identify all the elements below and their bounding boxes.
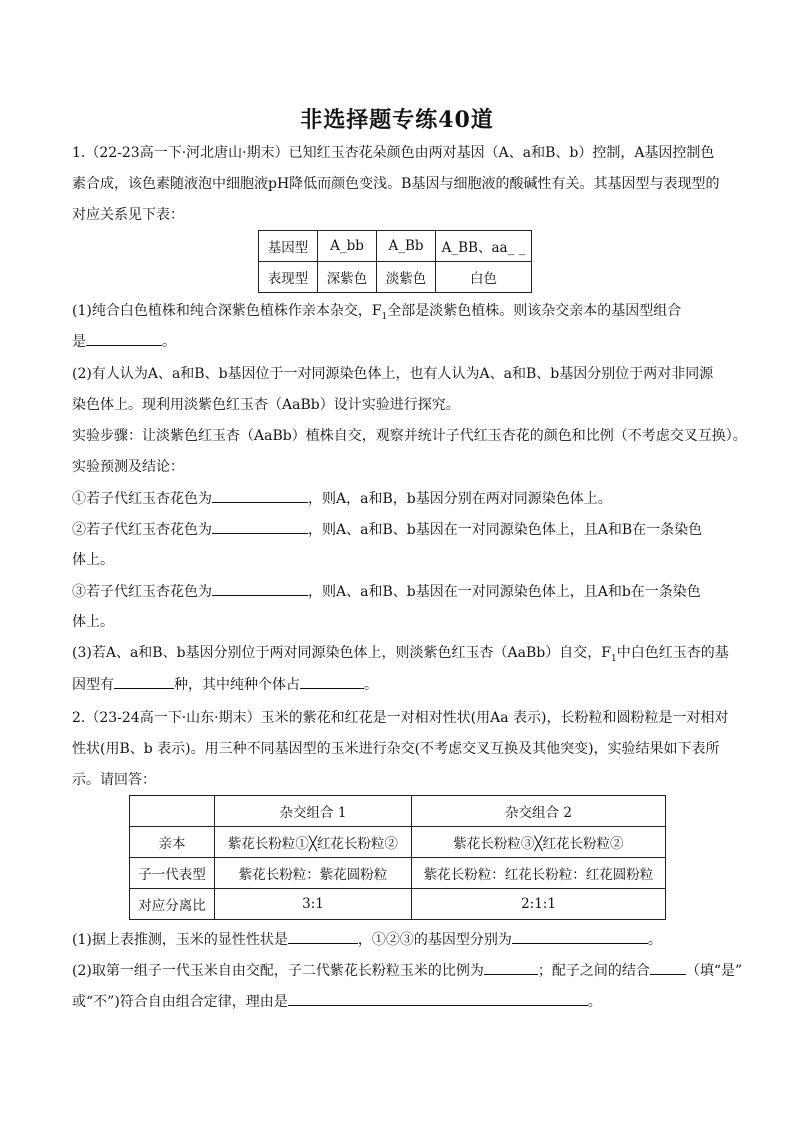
text: 。 (162, 334, 176, 350)
answer-blank[interactable] (212, 581, 308, 596)
table-cell: 亲本 (130, 827, 215, 858)
q1-conclusion-3 (72, 581, 701, 602)
q1-prediction-heading: 实验预测及结论： (72, 459, 184, 475)
text: （填“是” (685, 963, 743, 979)
q1-part3-line1 (72, 643, 729, 669)
page-title: 非选择题专练40道 (300, 107, 494, 133)
table-cell: 淡紫色 (377, 262, 436, 293)
text: 。 (587, 994, 602, 1010)
q2-part2-line1 (72, 960, 742, 981)
text: 。 (647, 932, 662, 948)
q1-part2-line2: 染色体上。现利用淡紫色红玉杏（AaBb）设计实验进行探究。 (72, 397, 460, 413)
table-cell: 2:1:1 (412, 889, 666, 920)
answer-blank[interactable] (300, 674, 364, 689)
table-cell: 子一代表型 (130, 858, 215, 889)
q1-conclusion-3-cont: 体上。 (72, 614, 114, 630)
answer-blank[interactable] (650, 960, 686, 975)
text: 是 (72, 334, 86, 350)
answer-blank[interactable] (288, 929, 358, 944)
q1-part3-line2 (72, 674, 378, 695)
table-cell: 白色 (436, 262, 532, 293)
q2-cross-table (129, 795, 666, 920)
table-cell: 紫花长粉粒③╳红花长粉粒② (412, 827, 666, 858)
text: ③若子代红玉杏花色为 (72, 584, 212, 600)
q1-experiment-step: 实验步骤：让淡紫色红玉杏（AaBb）植株自交，观察并统计子代红玉杏花的颜色和比例（不考虑交叉互换）。 (72, 428, 747, 444)
q1-part1-line2 (72, 331, 176, 352)
text: 因型有 (72, 677, 114, 693)
q2-stem-line3: 示。请回答： (72, 772, 156, 788)
text: ①若子代红玉杏花色为 (72, 491, 212, 507)
subscript: 1 (381, 311, 388, 322)
q2-stem-line2: 性状(用B、b 表示)。用三种不同基因型的玉米进行杂交(不考虑交叉互换及其他突变)，实验结果如下表所 (72, 741, 720, 757)
text: (1)据上表推测，玉米的显性性状是 (72, 932, 288, 948)
q1-part1-line1 (72, 301, 681, 327)
text: ，则A、a和B、b基因在一对同源染色体上，且A和B在一条染色 (308, 522, 703, 538)
table-cell: 紫花长粉粒：紫花圆粉粒 (215, 858, 412, 889)
q1-genotype-table (258, 230, 532, 293)
q1-stem-line2: 素合成，该色素随液泡中细胞液pH降低而颜色变浅。B基因与细胞液的酸碱性有关。其基因型与表现型的 (72, 176, 720, 192)
text: ，则A，a和B，b基因分别在两对同源染色体上。 (308, 491, 612, 507)
table-cell: 表现型 (259, 262, 318, 293)
q2-part2-line2 (72, 991, 602, 1012)
text: ，则A、a和B、b基因在一对同源染色体上，且A和b在一条染色 (308, 584, 701, 600)
answer-blank[interactable] (484, 960, 538, 975)
text: 。 (364, 677, 378, 693)
q1-stem-line1: 1.（22-23高一下·河北唐山·期末）已知红玉杏花朵颜色由两对基因（A、a和B、b）控制，A基因控制色 (72, 145, 715, 161)
q2-part1 (72, 929, 662, 950)
table-cell (130, 796, 215, 827)
table-cell: A_Bb (377, 231, 436, 262)
text: ，①②③的基因型分别为 (357, 932, 512, 948)
table-cell: 杂交组合 1 (215, 796, 412, 827)
answer-blank[interactable] (212, 519, 308, 534)
text: ②若子代红玉杏花色为 (72, 522, 212, 538)
text: ；配子之间的结合 (537, 963, 650, 979)
subscript: 1 (610, 653, 617, 664)
answer-blank[interactable] (212, 488, 308, 503)
q1-conclusion-1 (72, 488, 612, 509)
text: (3)若A、a和B、b基因分别位于两对同源染色体上，则淡紫色红玉杏（AaBb）自交，F (72, 645, 611, 661)
table-cell: 紫花长粉粒①╳红花长粉粒② (215, 827, 412, 858)
answer-blank[interactable] (114, 674, 174, 689)
table-cell: 基因型 (259, 231, 318, 262)
table-cell: A_bb (318, 231, 377, 262)
q2-stem-line1: 2.（23-24高一下·山东·期末）玉米的紫花和红花是一对相对性状(用Aa 表示)，长粉粒和圆粉粒是一对相对 (72, 710, 729, 726)
answer-blank[interactable] (288, 991, 588, 1006)
text: 或“不”)符合自由组合定律，理由是 (72, 994, 288, 1010)
table-cell: 杂交组合 2 (412, 796, 666, 827)
table-cell: 深紫色 (318, 262, 377, 293)
table-cell: A_BB、aa_ _ (436, 231, 532, 262)
text: 全部是淡紫色植株。则该杂交亲本的基因型组合 (387, 303, 682, 319)
text: 种，其中纯种个体占 (174, 677, 300, 693)
text: 中白色红玉杏的基 (616, 645, 729, 661)
answer-blank[interactable] (512, 929, 648, 944)
table-cell: 紫花长粉粒：红花长粉粒：红花圆粉粒 (412, 858, 666, 889)
q1-conclusion-2 (72, 519, 702, 540)
text: (2)取第一组子一代玉米自由交配，子二代紫花长粉粒玉米的比例为 (72, 963, 484, 979)
table-cell: 对应分离比 (130, 889, 215, 920)
q1-conclusion-2-cont: 体上。 (72, 552, 114, 568)
answer-blank[interactable] (86, 331, 162, 346)
q1-stem-line3: 对应关系见下表： (72, 207, 184, 223)
text: (1)纯合白色植株和纯合深紫色植株作亲本杂交，F (72, 303, 382, 319)
q1-part2-line1: (2)有人认为A、a和B、b基因位于一对同源染色体上，也有人认为A、a和B、b基因分别位于两对非同源 (72, 366, 714, 382)
table-cell: 3:1 (215, 889, 412, 920)
